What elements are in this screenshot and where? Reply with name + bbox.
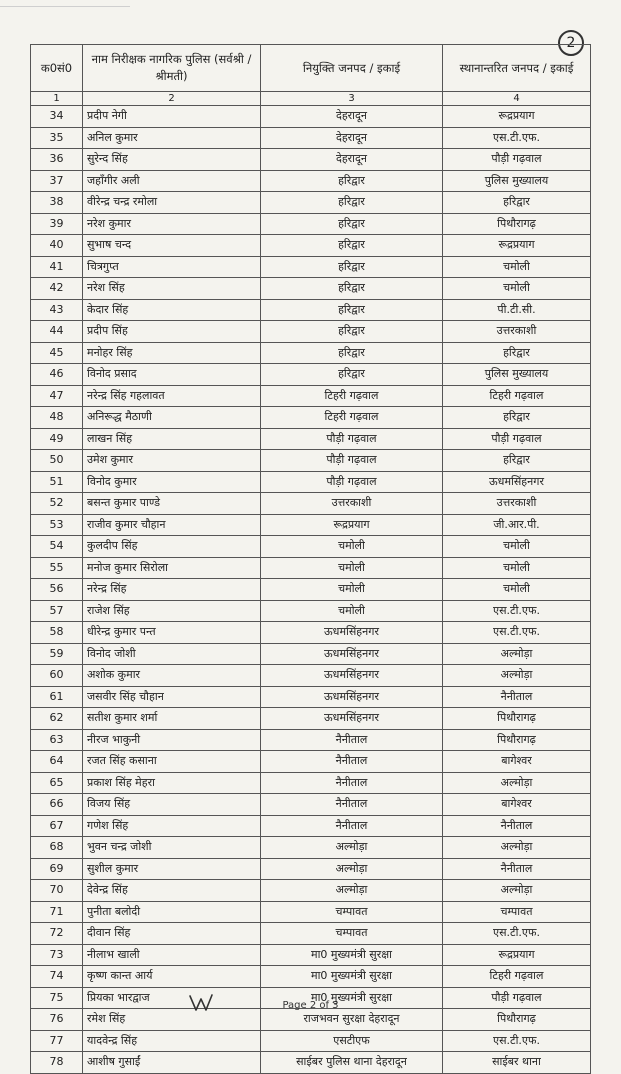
table-row [31, 1009, 591, 1031]
posted-cell: अल्मोड़ा [261, 837, 443, 859]
top-rule [0, 6, 130, 7]
name-cell: प्रकाश सिंह मेहरा [83, 772, 261, 794]
serial-cell: 40 [31, 235, 83, 257]
transfer-cell: पी.टी.सी. [443, 299, 591, 321]
table-row [31, 299, 591, 321]
transfer-cell: पुलिस मुख्यालय [443, 170, 591, 192]
name-cell: नरेन्द्र सिंह गहलावत [83, 385, 261, 407]
transfer-cell: अल्मोड़ा [443, 665, 591, 687]
posted-cell: हरिद्वार [261, 235, 443, 257]
name-cell: विनोद प्रसाद [83, 364, 261, 386]
name-cell: मनोज कुमार सिरोला [83, 557, 261, 579]
transfer-cell: नैनीताल [443, 858, 591, 880]
table-row [31, 815, 591, 837]
posted-cell: अल्मोड़ा [261, 858, 443, 880]
posted-cell: ऊधमसिंहनगर [261, 643, 443, 665]
header-transfer-text: स्थानान्तरित जनपद / इकाई [459, 60, 574, 75]
transfer-cell: एस.टी.एफ. [443, 1030, 591, 1052]
column-number: 4 [443, 92, 591, 106]
serial-cell: 74 [31, 966, 83, 988]
posted-cell: ऊधमसिंहनगर [261, 708, 443, 730]
table-row [31, 127, 591, 149]
posted-cell: चमोली [261, 600, 443, 622]
name-cell: नीलाभ खाली [83, 944, 261, 966]
table-row [31, 170, 591, 192]
serial-cell: 59 [31, 643, 83, 665]
header-name-text: नाम निरीक्षक नागरिक पुलिस (सर्वश्री / श्रीमती) [91, 52, 252, 83]
table-row [31, 106, 591, 128]
transfer-cell: हरिद्वार [443, 407, 591, 429]
posted-cell: नैनीताल [261, 751, 443, 773]
serial-cell: 39 [31, 213, 83, 235]
serial-cell: 37 [31, 170, 83, 192]
header-row [31, 45, 591, 92]
posted-cell: टिहरी गढ़वाल [261, 385, 443, 407]
transfer-cell: अल्मोड़ा [443, 643, 591, 665]
name-cell: कृष्ण कान्त आर्य [83, 966, 261, 988]
serial-cell: 49 [31, 428, 83, 450]
table-row [31, 149, 591, 171]
serial-cell: 73 [31, 944, 83, 966]
table-row [31, 880, 591, 902]
column-number-row [31, 92, 591, 106]
transfer-cell: चमोली [443, 579, 591, 601]
name-cell: बसन्त कुमार पाण्डे [83, 493, 261, 515]
header-transfer [443, 45, 591, 92]
serial-cell: 41 [31, 256, 83, 278]
posted-cell: देहरादून [261, 127, 443, 149]
posted-cell: चम्पावत [261, 901, 443, 923]
transfer-cell: अल्मोड़ा [443, 837, 591, 859]
transfer-cell: चमोली [443, 256, 591, 278]
posted-cell: देहरादून [261, 106, 443, 128]
name-cell: अनिल कुमार [83, 127, 261, 149]
posted-cell: हरिद्वार [261, 342, 443, 364]
transfer-cell: बागेश्वर [443, 794, 591, 816]
serial-cell: 36 [31, 149, 83, 171]
transfer-cell: पुलिस मुख्यालय [443, 364, 591, 386]
serial-cell: 47 [31, 385, 83, 407]
table-row [31, 493, 591, 515]
serial-cell: 70 [31, 880, 83, 902]
transfer-cell: पौड़ी गढ़वाल [443, 428, 591, 450]
posted-cell: उत्तरकाशी [261, 493, 443, 515]
table-row [31, 708, 591, 730]
posted-cell: हरिद्वार [261, 299, 443, 321]
serial-cell: 52 [31, 493, 83, 515]
transfer-cell: एस.टी.एफ. [443, 600, 591, 622]
name-cell: विनोद जोशी [83, 643, 261, 665]
posted-cell: मा0 मुख्यमंत्री सुरक्षा [261, 966, 443, 988]
name-cell: विनोद कुमार [83, 471, 261, 493]
header-posted: नियुक्ति जनपद / इकाई [261, 45, 443, 92]
table-row [31, 579, 591, 601]
serial-cell: 45 [31, 342, 83, 364]
serial-cell: 75 [31, 987, 83, 1009]
posted-cell: ऊधमसिंहनगर [261, 686, 443, 708]
posted-cell: नैनीताल [261, 729, 443, 751]
table-row [31, 471, 591, 493]
page-footer: Page 2 of 3 [282, 1000, 339, 1011]
posted-cell: हरिद्वार [261, 278, 443, 300]
name-cell: राजेश सिंह [83, 600, 261, 622]
name-cell: नरेन्द्र सिंह [83, 579, 261, 601]
table-row [31, 278, 591, 300]
header-name [83, 45, 261, 92]
table-row [31, 1030, 591, 1052]
table-row [31, 901, 591, 923]
serial-cell: 54 [31, 536, 83, 558]
serial-cell: 55 [31, 557, 83, 579]
serial-cell: 63 [31, 729, 83, 751]
name-cell: नरेश कुमार [83, 213, 261, 235]
transfer-cell: उत्तरकाशी [443, 321, 591, 343]
transfer-cell: साईबर थाना [443, 1052, 591, 1074]
serial-cell: 62 [31, 708, 83, 730]
table-row [31, 772, 591, 794]
name-cell: भुवन चन्द्र जोशी [83, 837, 261, 859]
name-cell: केदार सिंह [83, 299, 261, 321]
name-cell: जसवीर सिंह चौहान [83, 686, 261, 708]
serial-cell: 51 [31, 471, 83, 493]
name-cell: देवेन्द्र सिंह [83, 880, 261, 902]
name-cell: वीरेन्द्र चन्द्र रमोला [83, 192, 261, 214]
serial-cell: 76 [31, 1009, 83, 1031]
transfer-cell: हरिद्वार [443, 342, 591, 364]
transfer-cell: एस.टी.एफ. [443, 127, 591, 149]
serial-cell: 43 [31, 299, 83, 321]
posted-cell: नैनीताल [261, 815, 443, 837]
table-row [31, 966, 591, 988]
name-cell: कुलदीप सिंह [83, 536, 261, 558]
posted-cell: हरिद्वार [261, 364, 443, 386]
serial-cell: 67 [31, 815, 83, 837]
transfer-cell: उत्तरकाशी [443, 493, 591, 515]
serial-cell: 42 [31, 278, 83, 300]
transfer-cell: पिथौरागढ़ [443, 213, 591, 235]
table-row [31, 385, 591, 407]
table-row [31, 428, 591, 450]
name-cell: रजत सिंह कसाना [83, 751, 261, 773]
transfer-cell: एस.टी.एफ. [443, 923, 591, 945]
posted-cell: हरिद्वार [261, 256, 443, 278]
serial-cell: 38 [31, 192, 83, 214]
posted-cell: राजभवन सुरक्षा देहरादून [261, 1009, 443, 1031]
posted-cell: पौड़ी गढ़वाल [261, 450, 443, 472]
transfer-table [30, 44, 591, 1074]
column-number: 2 [83, 92, 261, 106]
transfer-cell: पौड़ी गढ़वाल [443, 149, 591, 171]
table-row [31, 729, 591, 751]
posted-cell: टिहरी गढ़वाल [261, 407, 443, 429]
serial-cell: 77 [31, 1030, 83, 1052]
transfer-cell: टिहरी गढ़वाल [443, 385, 591, 407]
transfer-cell: ऊधमसिंहनगर [443, 471, 591, 493]
transfer-cell: एस.टी.एफ. [443, 622, 591, 644]
table-row [31, 514, 591, 536]
serial-cell: 68 [31, 837, 83, 859]
transfer-cell: चमोली [443, 557, 591, 579]
table-row [31, 407, 591, 429]
table-row [31, 794, 591, 816]
transfer-cell: पिथौरागढ़ [443, 729, 591, 751]
name-cell: यादवेन्द्र सिंह [83, 1030, 261, 1052]
name-cell: पुनीता बलोदी [83, 901, 261, 923]
serial-cell: 53 [31, 514, 83, 536]
posted-cell: चमोली [261, 579, 443, 601]
serial-cell: 56 [31, 579, 83, 601]
transfer-cell: रूद्रप्रयाग [443, 235, 591, 257]
transfer-cell: पिथौरागढ़ [443, 1009, 591, 1031]
serial-cell: 48 [31, 407, 83, 429]
posted-cell: नैनीताल [261, 772, 443, 794]
table-row [31, 450, 591, 472]
posted-cell: चमोली [261, 557, 443, 579]
table-row [31, 837, 591, 859]
transfer-cell: बागेश्वर [443, 751, 591, 773]
table-row [31, 858, 591, 880]
transfer-cell: रूद्रप्रयाग [443, 106, 591, 128]
name-cell: नरेश सिंह [83, 278, 261, 300]
posted-cell: मा0 मुख्यमंत्री सुरक्षा [261, 944, 443, 966]
table-row [31, 342, 591, 364]
serial-cell: 69 [31, 858, 83, 880]
transfer-cell: चमोली [443, 536, 591, 558]
posted-cell: नैनीताल [261, 794, 443, 816]
table-row [31, 665, 591, 687]
name-cell: राजीव कुमार चौहान [83, 514, 261, 536]
transfer-cell: अल्मोड़ा [443, 772, 591, 794]
name-cell: मनोहर सिंह [83, 342, 261, 364]
serial-cell: 65 [31, 772, 83, 794]
name-cell: लाखन सिंह [83, 428, 261, 450]
transfer-cell: चम्पावत [443, 901, 591, 923]
name-cell: सुरेन्द सिंह [83, 149, 261, 171]
table-row [31, 235, 591, 257]
posted-cell: देहरादून [261, 149, 443, 171]
table-row [31, 1052, 591, 1074]
column-number: 1 [31, 92, 83, 106]
circled-page-number: 2 [558, 30, 584, 56]
transfer-cell: हरिद्वार [443, 192, 591, 214]
posted-cell: ऊधमसिंहनगर [261, 665, 443, 687]
posted-cell: साईबर पुलिस थाना देहरादून [261, 1052, 443, 1074]
transfer-cell: पौड़ी गढ़वाल [443, 987, 591, 1009]
posted-cell: ऊधमसिंहनगर [261, 622, 443, 644]
posted-cell: रूद्रप्रयाग [261, 514, 443, 536]
table-row [31, 686, 591, 708]
name-cell: धीरेन्द्र कुमार पन्त [83, 622, 261, 644]
transfer-cell: पिथौरागढ़ [443, 708, 591, 730]
name-cell: प्रदीप नेगी [83, 106, 261, 128]
transfer-cell: रूद्रप्रयाग [443, 944, 591, 966]
table-row [31, 600, 591, 622]
name-cell: नीरज भाकुनी [83, 729, 261, 751]
serial-cell: 50 [31, 450, 83, 472]
posted-cell: पौड़ी गढ़वाल [261, 471, 443, 493]
transfer-cell: नैनीताल [443, 815, 591, 837]
table-row [31, 321, 591, 343]
table-row [31, 213, 591, 235]
name-cell: गणेश सिंह [83, 815, 261, 837]
transfer-cell: नैनीताल [443, 686, 591, 708]
column-number: 3 [261, 92, 443, 106]
serial-cell: 61 [31, 686, 83, 708]
table-row [31, 643, 591, 665]
table-row [31, 536, 591, 558]
name-cell: आशीष गुसाईं [83, 1052, 261, 1074]
posted-cell: अल्मोड़ा [261, 880, 443, 902]
name-cell: रमेश सिंह [83, 1009, 261, 1031]
serial-cell: 64 [31, 751, 83, 773]
table-row [31, 192, 591, 214]
serial-cell: 78 [31, 1052, 83, 1074]
table-row [31, 622, 591, 644]
table-row [31, 923, 591, 945]
posted-cell: हरिद्वार [261, 192, 443, 214]
posted-cell: हरिद्वार [261, 321, 443, 343]
name-cell: अशोक कुमार [83, 665, 261, 687]
serial-cell: 57 [31, 600, 83, 622]
transfer-cell: अल्मोड़ा [443, 880, 591, 902]
posted-cell: एसटीएफ [261, 1030, 443, 1052]
table-row [31, 751, 591, 773]
posted-cell: चम्पावत [261, 923, 443, 945]
transfer-cell: हरिद्वार [443, 450, 591, 472]
table-row [31, 256, 591, 278]
table-row [31, 944, 591, 966]
posted-cell: चमोली [261, 536, 443, 558]
serial-cell: 66 [31, 794, 83, 816]
serial-cell: 46 [31, 364, 83, 386]
transfer-cell: जी.आर.पी. [443, 514, 591, 536]
name-cell: सुशील कुमार [83, 858, 261, 880]
serial-cell: 34 [31, 106, 83, 128]
name-cell: सतीश कुमार शर्मा [83, 708, 261, 730]
name-cell: विजय सिंह [83, 794, 261, 816]
name-cell: उमेश कुमार [83, 450, 261, 472]
serial-cell: 72 [31, 923, 83, 945]
serial-cell: 60 [31, 665, 83, 687]
posted-cell: मा0 मुख्यमंत्री सुरक्षा [261, 987, 443, 1009]
name-cell: अनिरूद्ध मैठाणी [83, 407, 261, 429]
posted-cell: हरिद्वार [261, 213, 443, 235]
transfer-cell: टिहरी गढ़वाल [443, 966, 591, 988]
name-cell: दीवान सिंह [83, 923, 261, 945]
serial-cell: 44 [31, 321, 83, 343]
serial-cell: 35 [31, 127, 83, 149]
table-row [31, 364, 591, 386]
table-row [31, 557, 591, 579]
transfer-cell: चमोली [443, 278, 591, 300]
name-cell: चित्रगुप्त [83, 256, 261, 278]
header-serial: क0सं0 [31, 45, 83, 92]
serial-cell: 58 [31, 622, 83, 644]
name-cell: प्रियका भारद्वाज [83, 987, 261, 1009]
name-cell: प्रदीप सिंह [83, 321, 261, 343]
serial-cell: 71 [31, 901, 83, 923]
posted-cell: पौड़ी गढ़वाल [261, 428, 443, 450]
name-cell: जहाँगीर अली [83, 170, 261, 192]
name-cell: सुभाष चन्द [83, 235, 261, 257]
posted-cell: हरिद्वार [261, 170, 443, 192]
